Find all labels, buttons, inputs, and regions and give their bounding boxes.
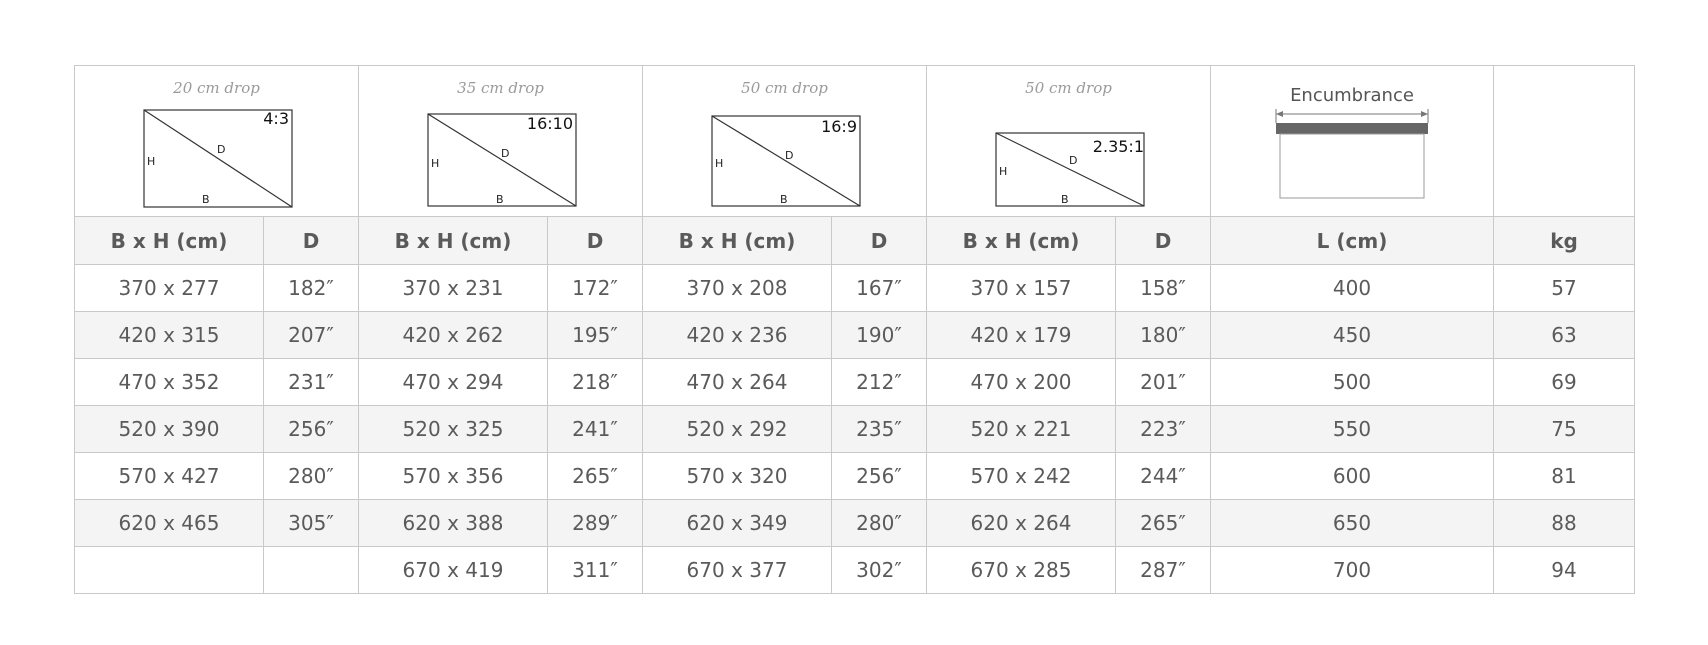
col-header-d: D [1116,217,1211,265]
cell-diagonal-2-35-1: 201″ [1116,359,1211,406]
cell-size-16-10: 570 x 356 [359,453,548,500]
cell-weight: 81 [1494,453,1635,500]
encumbrance-cell [1211,66,1494,217]
height-label: H [714,156,723,170]
cell-weight: 57 [1494,265,1635,312]
cell-length: 500 [1211,359,1494,406]
cell-weight: 88 [1494,500,1635,547]
cell-size-4-3: 420 x 315 [75,312,264,359]
cell-length: 700 [1211,547,1494,594]
cell-weight: 63 [1494,312,1635,359]
base-label: B [779,192,788,206]
table-row [75,312,1635,359]
cell-weight: 75 [1494,406,1635,453]
cell-size-4-3: 570 x 427 [75,453,264,500]
cell-diagonal-16-9: 190″ [832,312,927,359]
format-cell-16-10 [359,66,643,217]
cell-size-2-35-1: 370 x 157 [927,265,1116,312]
cell-diagonal-2-35-1: 287″ [1116,547,1211,594]
cell-diagonal-2-35-1: 158″ [1116,265,1211,312]
col-header-bxh: B x H (cm) [643,217,832,265]
cell-diagonal-2-35-1: 223″ [1116,406,1211,453]
cell-size-16-10: 620 x 388 [359,500,548,547]
encumbrance-label: Encumbrance [1290,85,1414,106]
cell-diagonal-16-9: 302″ [832,547,927,594]
cell-size-16-9: 470 x 264 [643,359,832,406]
format-cell-16-9 [643,66,927,217]
cell-size-4-3: 470 x 352 [75,359,264,406]
cell-diagonal-4-3: 231″ [264,359,359,406]
cell-size-2-35-1: 420 x 179 [927,312,1116,359]
ratio-label: 4:3 [262,108,289,128]
cell-size-16-9: 570 x 320 [643,453,832,500]
col-header-d: D [832,217,927,265]
cell-size-2-35-1: 620 x 264 [927,500,1116,547]
cell-diagonal-2-35-1: 180″ [1116,312,1211,359]
diagonal-label: D [784,148,793,162]
cell-weight: 69 [1494,359,1635,406]
height-label: H [998,164,1007,178]
table-row [75,453,1635,500]
col-header-bxh: B x H (cm) [75,217,264,265]
cell-diagonal-16-9: 256″ [832,453,927,500]
cell-size-2-35-1: 520 x 221 [927,406,1116,453]
cell-diagonal-4-3: 256″ [264,406,359,453]
cell-diagonal-16-10: 241″ [548,406,643,453]
drop-label: 35 cm drop [457,78,544,97]
drop-label: 50 cm drop [741,78,828,97]
cell-diagonal-16-10: 311″ [548,547,643,594]
cell-diagonal-4-3: 305″ [264,500,359,547]
aspect-ratio-diagram-16-10 [421,103,581,209]
cell-size-16-10: 470 x 294 [359,359,548,406]
cell-length: 400 [1211,265,1494,312]
diagonal-label: D [500,146,509,160]
cell-diagonal-2-35-1: 244″ [1116,453,1211,500]
format-cell-4-3 [75,66,359,217]
cell-size-16-9: 370 x 208 [643,265,832,312]
cell-length: 600 [1211,453,1494,500]
col-header-d: D [548,217,643,265]
height-label: H [146,154,155,168]
col-header-bxh: B x H (cm) [927,217,1116,265]
table-row [75,500,1635,547]
kg-header-empty-cell [1494,66,1635,217]
cell-size-16-9: 420 x 236 [643,312,832,359]
cell-size-16-10: 520 x 325 [359,406,548,453]
format-cell-2-35-1 [927,66,1211,217]
ratio-label: 2.35:1 [1092,136,1144,156]
cell-size-16-9: 620 x 349 [643,500,832,547]
column-header-row [75,217,1635,265]
cell-size-2-35-1: 570 x 242 [927,453,1116,500]
cell-diagonal-16-9: 212″ [832,359,927,406]
cell-size-2-35-1: 670 x 285 [927,547,1116,594]
drop-label: 20 cm drop [173,78,260,97]
cell-length: 650 [1211,500,1494,547]
screen-size-table [74,65,1635,594]
base-label: B [1060,192,1069,206]
aspect-ratio-diagram-4-3 [137,103,297,209]
encumbrance-diagram [1252,75,1452,215]
cell-diagonal-4-3 [264,547,359,594]
drop-label: 50 cm drop [1025,78,1112,97]
cell-size-2-35-1: 470 x 200 [927,359,1116,406]
cell-diagonal-16-9: 280″ [832,500,927,547]
diagonal-label: D [216,142,225,156]
cell-size-4-3: 370 x 277 [75,265,264,312]
ratio-label: 16:10 [526,113,573,133]
cell-diagonal-4-3: 182″ [264,265,359,312]
cell-diagonal-16-9: 235″ [832,406,927,453]
cell-size-16-9: 520 x 292 [643,406,832,453]
diagonal-label: D [1068,153,1077,167]
cell-diagonal-2-35-1: 265″ [1116,500,1211,547]
table-row [75,359,1635,406]
col-header-kg: kg [1494,217,1635,265]
col-header-l: L (cm) [1211,217,1494,265]
ratio-label: 16:9 [820,116,857,136]
cell-diagonal-16-10: 195″ [548,312,643,359]
cell-size-16-9: 670 x 377 [643,547,832,594]
cell-diagonal-4-3: 280″ [264,453,359,500]
cell-weight: 94 [1494,547,1635,594]
cell-diagonal-16-9: 167″ [832,265,927,312]
cell-diagonal-16-10: 289″ [548,500,643,547]
cell-length: 550 [1211,406,1494,453]
base-label: B [201,192,210,206]
table-row [75,265,1635,312]
cell-size-16-10: 420 x 262 [359,312,548,359]
cell-size-4-3: 620 x 465 [75,500,264,547]
col-header-bxh: B x H (cm) [359,217,548,265]
cell-size-16-10: 670 x 419 [359,547,548,594]
aspect-ratio-diagram-16-9 [705,103,865,209]
cell-size-4-3 [75,547,264,594]
col-header-d: D [264,217,359,265]
base-label: B [495,192,504,206]
cell-diagonal-16-10: 265″ [548,453,643,500]
cell-length: 450 [1211,312,1494,359]
cell-diagonal-4-3: 207″ [264,312,359,359]
height-label: H [430,156,439,170]
format-header-row [75,66,1635,217]
cell-size-16-10: 370 x 231 [359,265,548,312]
table-row [75,547,1635,594]
cell-diagonal-16-10: 218″ [548,359,643,406]
table-row [75,406,1635,453]
aspect-ratio-diagram-2-35-1 [989,103,1149,209]
cell-diagonal-16-10: 172″ [548,265,643,312]
cell-size-4-3: 520 x 390 [75,406,264,453]
